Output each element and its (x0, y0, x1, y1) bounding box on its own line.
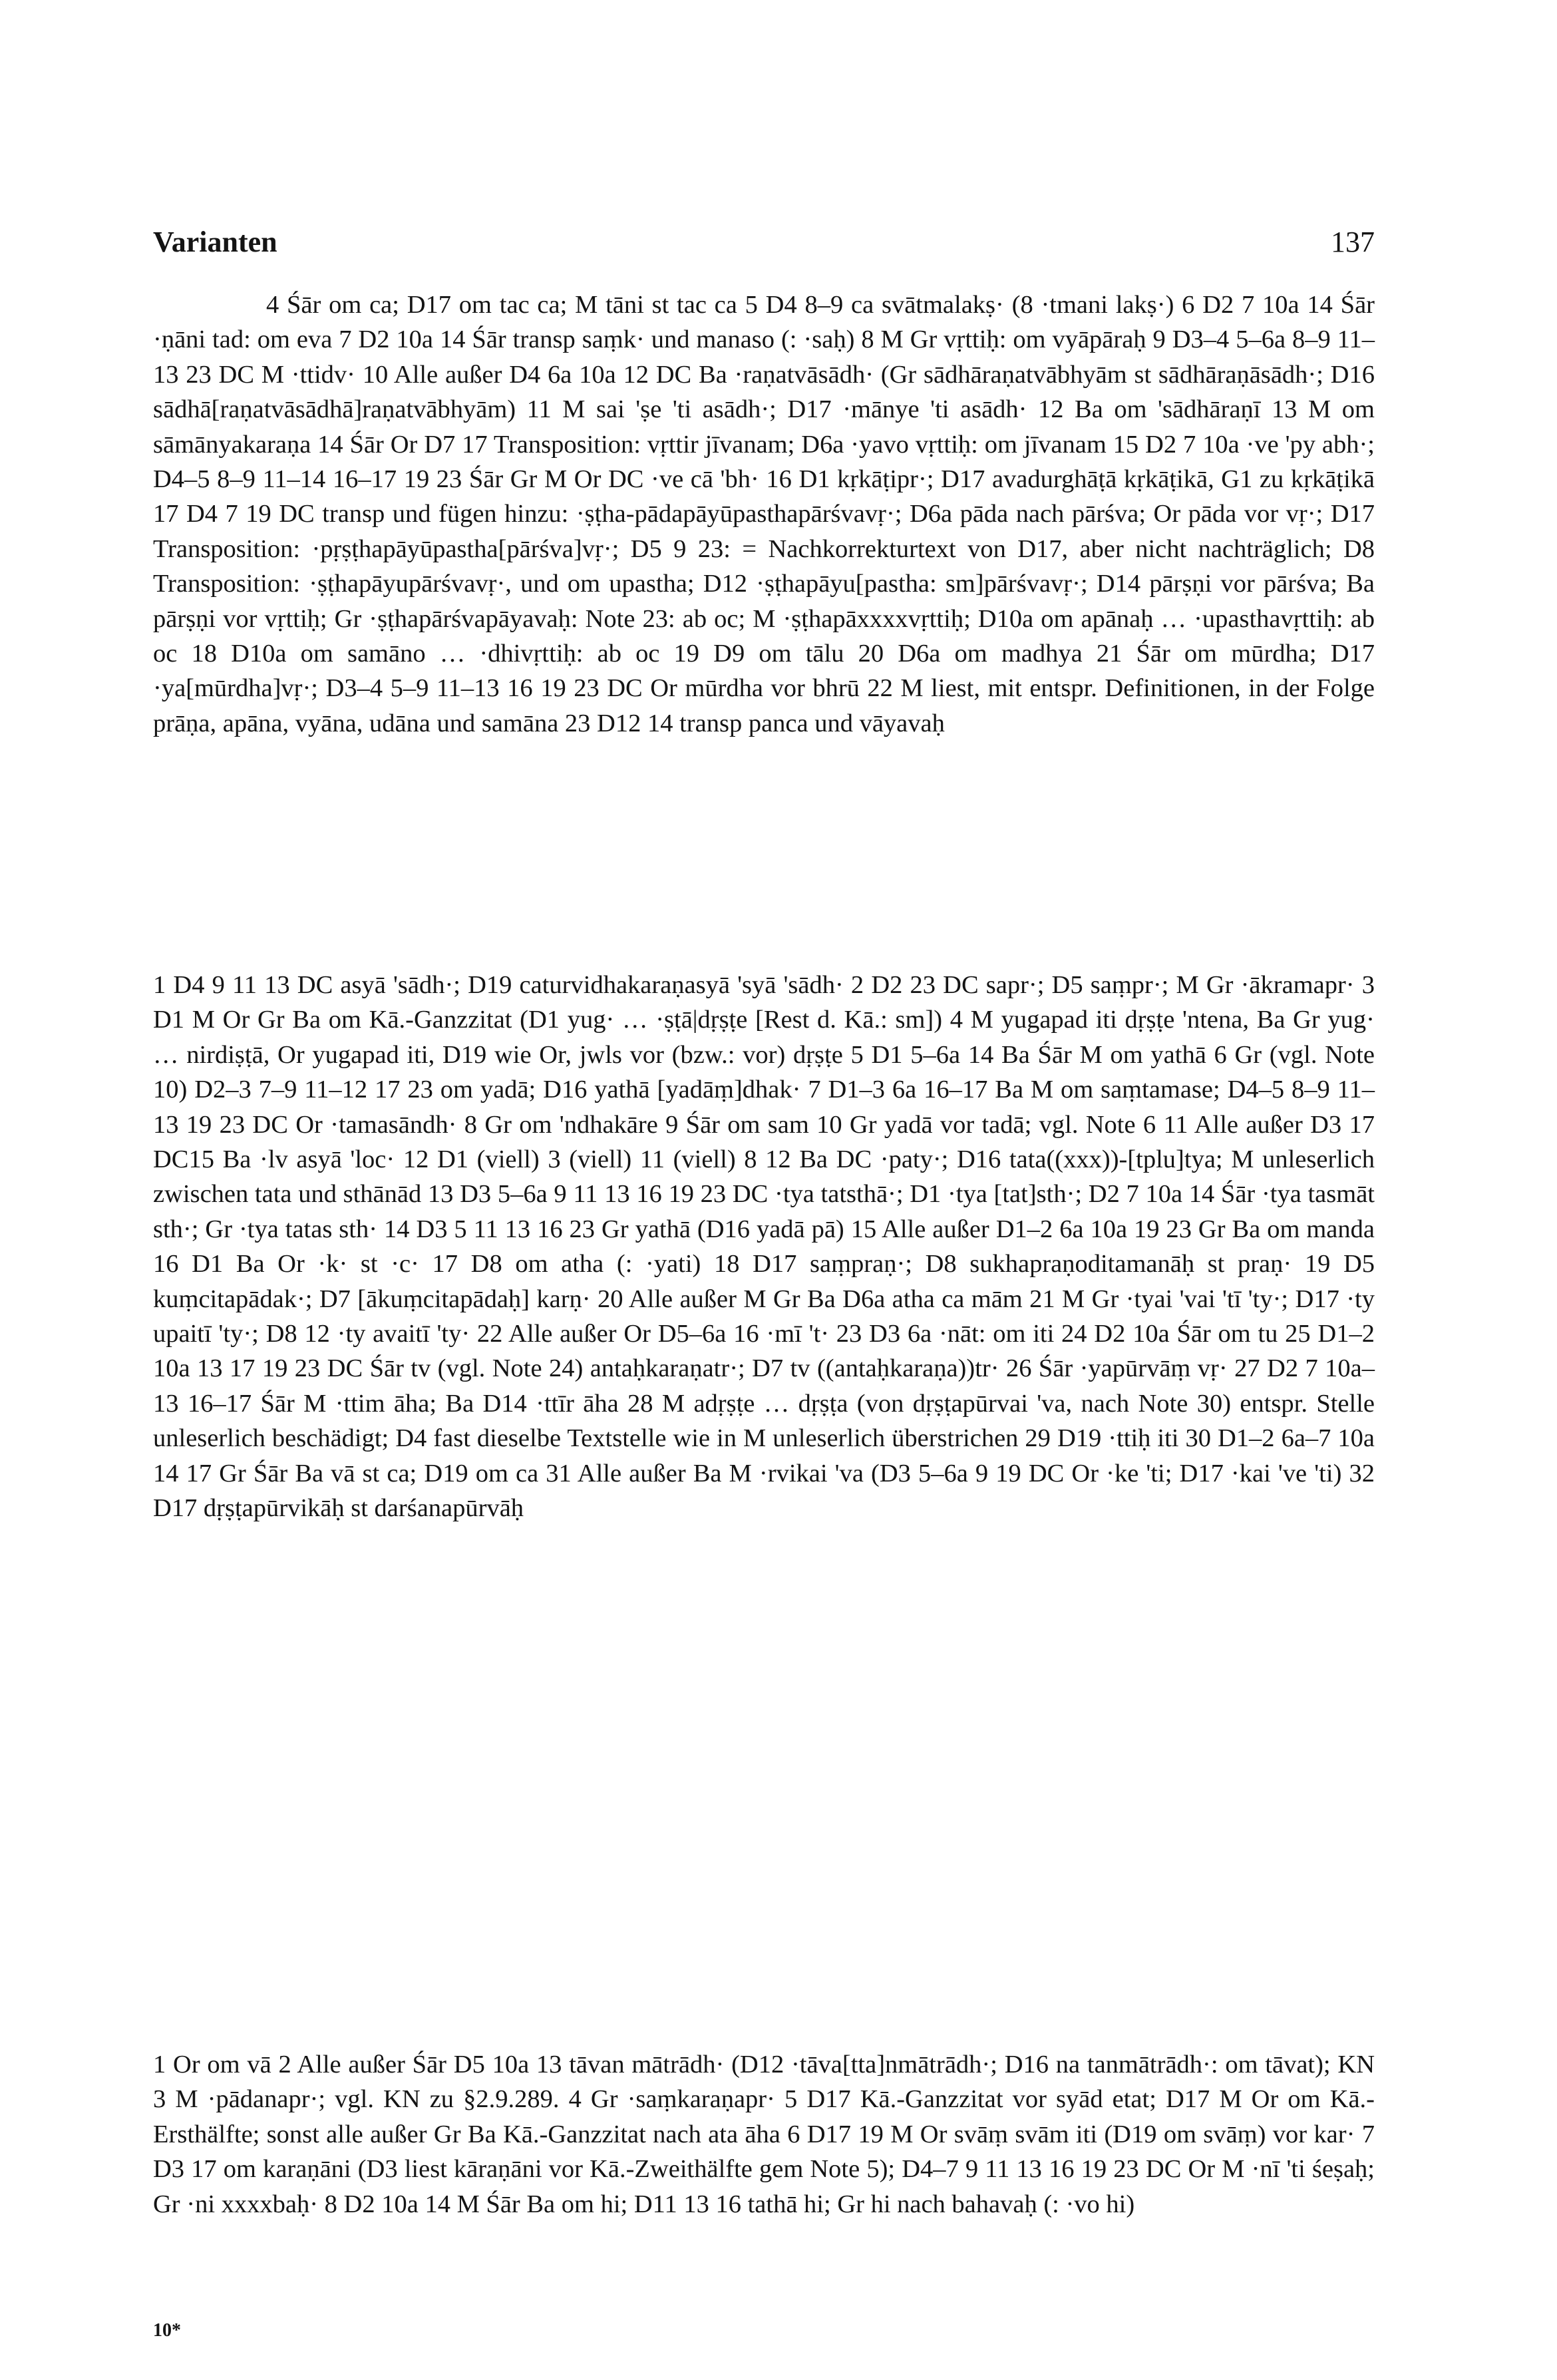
apparatus-block-3 (153, 2047, 1375, 2222)
apparatus-block-2 (153, 968, 1375, 1526)
apparatus-text: 4 Śār om ca; D17 om tac ca; M tāni st tac ca 5 D4 8–9 ca svātmalakṣ· (8 ·tmani lakṣ·) 6 D2 7 10a 14 Śār ·ṇāni tad: om eva 7 D2 10a 14 Śār transp saṃk· und manaso (: ·saḥ) 8 M Gr vṛttiḥ: om vyāpāraḥ 9 D3–4 5–6a 8–9 11–13 23 DC M ·ttidv· 10 Alle außer D4 6a 10a 12 DC Ba ·raṇatvāsādh· (Gr sādhāraṇatvābhyām st sādhāraṇāsādh·; D16 sādhā[raṇatvāsādhā]raṇatvābhyām) 11 M sai 'ṣe 'ti asādh·; D17 ·mānye 'ti asādh· 12 Ba om 'sādhāraṇī 13 M om sāmānyakaraṇa 14 Śār Or D7 17 Transposition: vṛttir jīvanam; D6a ·yavo vṛttiḥ: om jīvanam 15 D2 7 10a ·ve 'py abh·; D4–5 8–9 11–14 16–17 19 23 Śār Gr M Or DC ·ve cā 'bh· 16 D1 kṛkāṭipr·; D17 avadurghāṭā kṛkāṭikā, G1 zu kṛkāṭikā 17 D4 7 19 DC transp und fügen hinzu: ·ṣṭha-pādapāyūpasthapārśvavṛ·; D6a pāda nach pārśva; Or pāda vor vṛ·; D17 Transposition: ·pṛṣṭhapāyūpastha[pārśva]vṛ·; D5 9 23: = Nachkorrekturtext von D17, aber nicht nachträglich; D8 Transposition: ·ṣṭhapāyupārśvavṛ·, und om upastha; D12 ·ṣṭhapāyu[pastha: sm]pārśvavṛ·; D14 pārṣṇi vor pārśva; Ba pārṣṇi vor vṛttiḥ; Gr ·ṣṭhapārśvapāyavaḥ: Note 23: ab oc; M ·ṣṭhapāxxxxvṛttiḥ; D10a om apānaḥ … ·upasthavṛttiḥ: ab oc 18 D10a om samāno … ·dhivṛttiḥ: ab oc 19 D9 om tālu 20 D6a om madhya 21 Śār om mūrdha; D17 ·ya[mūrdha]vṛ·; D3–4 5–9 11–13 16 19 23 DC Or mūrdha vor bhrū 22 M liest, mit entspr. Definitionen, in der Folge prāṇa, apāna, vyāna, udāna und samāna 23 D12 14 transp panca und vāyavaḥ (153, 291, 1375, 737)
apparatus-block-1 (153, 288, 1375, 741)
page-header (153, 225, 1375, 265)
page-number: 137 (1331, 226, 1375, 258)
apparatus-text: 1 Or om vā 2 Alle außer Śār D5 10a 13 tāvan mātrādh· (D12 ·tāva[tta]nmātrādh·; D16 na tanmātrādh·: om tāvat); KN 3 M ·pādanapr·; vgl. KN zu §2.9.289. 4 Gr ·saṃkaraṇapr· 5 D17 Kā.-Ganzzitat vor syād etat; D17 M Or om Kā.-Ersthälfte; sonst alle außer Gr Ba Kā.-Ganzzitat nach ata āha 6 D17 19 M Or svāṃ svām iti (D19 om svāṃ) vor kar· 7 D3 17 om karaṇāni (D3 liest kāraṇāni vor Kā.-Zweithälfte gem Note 5); D4–7 9 11 13 16 19 23 DC Or M ·nī 'ti śeṣaḥ; Gr ·ni xxxxbaḥ· 8 D2 10a 14 M Śār Ba om hi; D11 13 16 tathā hi; Gr hi nach bahavaḥ (: ·vo hi) (153, 2051, 1375, 2218)
signature-mark: 10* (153, 2320, 181, 2341)
running-title: Varianten (153, 226, 277, 258)
apparatus-text: 1 D4 9 11 13 DC asyā 'sādh·; D19 caturvidhakaraṇasyā 'syā 'sādh· 2 D2 23 DC sapr·; D5 saṃpr·; M Gr ·ākramapr· 3 D1 M Or Gr Ba om Kā.-Ganzzitat (D1 yug· … ·ṣṭā|dṛṣṭe [Rest d. Kā.: sm]) 4 M yugapad iti dṛṣṭe 'ntena, Ba Gr yug· … nirdiṣṭā, Or yugapad iti, D19 wie Or, jwls vor (bzw.: vor) dṛṣṭe 5 D1 5–6a 14 Ba Śār M om yathā 6 Gr (vgl. Note 10) D2–3 7–9 11–12 17 23 om yadā; D16 yathā [yadāṃ]dhak· 7 D1–3 6a 16–17 Ba M om saṃtamase; D4–5 8–9 11–13 19 23 DC Or ·tamasāndh· 8 Gr om 'ndhakāre 9 Śār om sam 10 Gr yadā vor tadā; vgl. Note 6 11 Alle außer D3 17 DC15 Ba ·lv asyā 'loc· 12 D1 (viell) 3 (viell) 11 (viell) 8 12 Ba DC ·paty·; D16 tata((xxx))-[tplu]tya; M unleserlich zwischen tata und sthānād 13 D3 5–6a 9 11 13 16 19 23 DC ·tya tatsthā·; D1 ·tya [tat]sth·; D2 7 10a 14 Śār ·tya tasmāt sth·; Gr ·tya tatas sth· 14 D3 5 11 13 16 23 Gr yathā (D16 yadā pā) 15 Alle außer D1–2 6a 10a 19 23 Gr Ba om manda 16 D1 Ba Or ·k· st ·c· 17 D8 om atha (: ·yati) 18 D17 saṃpraṇ·; D8 sukhapraṇoditamanāḥ st praṇ· 19 D5 kuṃcitapādak·; D7 [ākuṃcitapādaḥ] karṇ· 20 Alle außer M Gr Ba D6a atha ca mām 21 M Gr ·tyai 'vai 'tī 'ty·; D17 ·ty upaitī 'ty·; D8 12 ·ty avaitī 'ty· 22 Alle außer Or D5–6a 16 ·mī 't· 23 D3 6a ·nāt: om iti 24 D2 10a Śār om tu 25 D1–2 10a 13 17 19 23 DC Śār tv (vgl. Note 24) antaḥkaraṇatr·; D7 tv ((antaḥkaraṇa))tr· 26 Śār ·yapūrvāṃ vṛ· 27 D2 7 10a–13 16–17 Śār M ·ttim āha; Ba D14 ·ttīr āha 28 M adṛṣṭe … dṛṣṭa (von dṛṣṭapūrvai 'va, nach Note 30) entspr. Stelle unleserlich beschädigt; D4 fast dieselbe Textstelle wie in M unleserlich überstrichen 29 D19 ·ttiḥ iti 30 D1–2 6a–7 10a 14 17 Gr Śār Ba vā st ca; D19 om ca 31 Alle außer Ba M ·rvikai 'va (D3 5–6a 9 19 DC Or ·ke 'ti; D17 ·kai 've 'ti) 32 D17 dṛṣṭapūrvikāḥ st darśanapūrvāḥ (153, 971, 1375, 1523)
